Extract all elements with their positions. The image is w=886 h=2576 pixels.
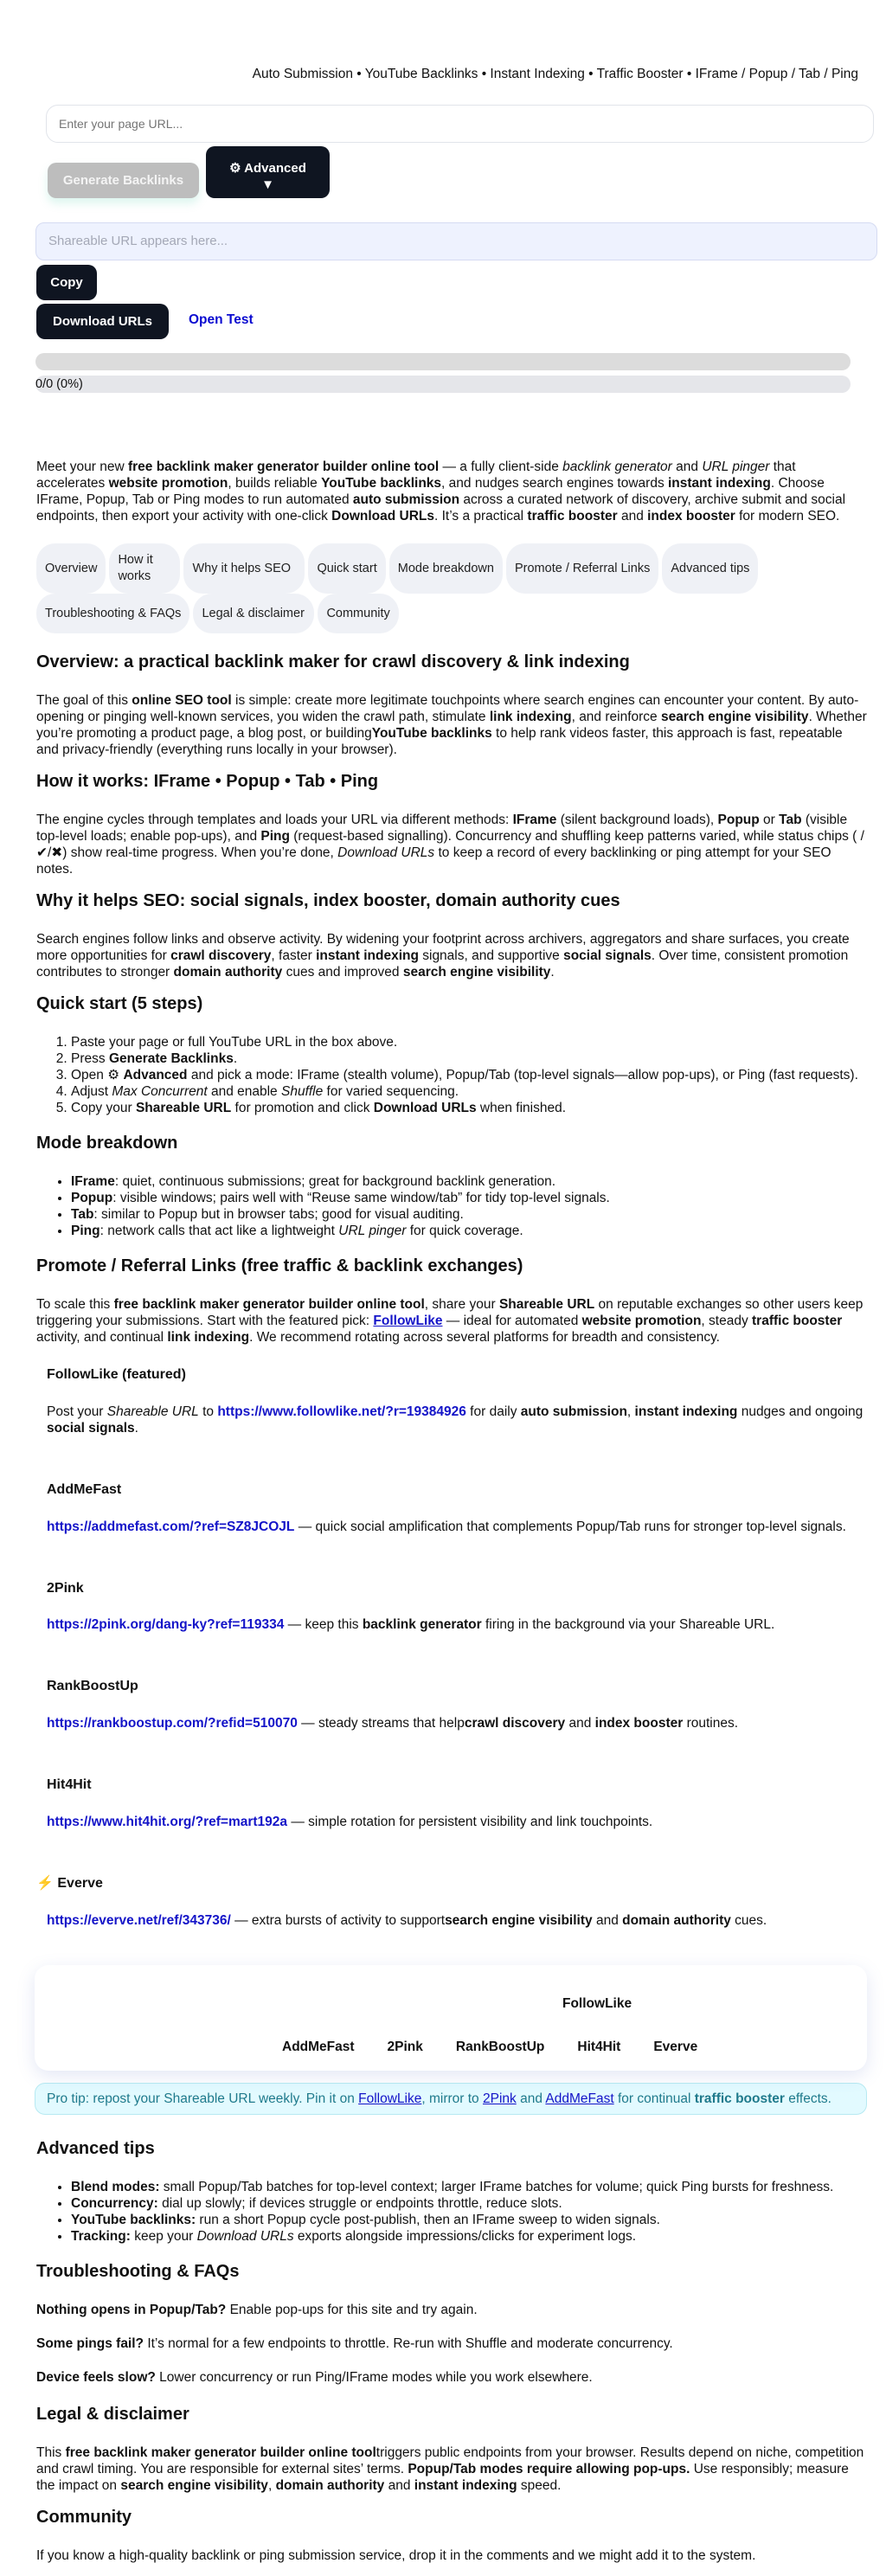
toc-chip-quick-start[interactable]: Quick start [308,543,385,594]
mode-breakdown-heading: Mode breakdown [36,1134,178,1153]
toc-chip-troubleshooting-faqs[interactable]: Troubleshooting & FAQs [36,594,189,633]
faq-item: Some pings fail? It’s normal for a few endpoints to throttle. Re-run with Shuffle and moderate concurrency. [36,2335,673,2351]
referral-link[interactable]: https://rankboostup.com/?refid=510070 [47,1716,298,1731]
bold-text: backlink generator [362,1617,482,1633]
inline-link[interactable]: 2Pink [482,2091,517,2106]
bold-text: social signals [563,948,652,963]
why-heading: Why it helps SEO: social signals, index booster, domain authority cues [36,891,620,910]
promote-paragraph: To scale this free backlink maker generator builder online tool, share your Shareable URL on reputable exchanges so other users keep triggering your submissions. Start with the featured pick: FollowLike — ideal for automated website promotion, steady traffic booster activity, and continual link indexing. We recommend rotating across several platforms for breadth and consistency. [36,1297,864,1345]
bold-text: Popup [71,1191,113,1205]
open-test-link[interactable]: Open Test [189,312,254,327]
referral-card [35,1965,867,2071]
italic-text: Shareable URL [106,1404,199,1419]
referral-description: Post your Shareable URL to https://www.followlike.net/?r=19384926 for daily auto submission, instant indexing nudges and ongoing social signals. [47,1404,864,1436]
bold-text: crawl discovery [464,1716,566,1731]
bold-text: Tab [779,813,802,827]
chevron-down-icon: ▼ [261,177,274,192]
referral-list [36,1366,867,1929]
referral-item [47,1580,867,1634]
referral-item [47,1678,867,1731]
progress-bar [35,353,851,370]
bold-text: Blend modes: [71,2179,160,2194]
bold-text: Nothing opens in Popup/Tab? [36,2302,227,2317]
bold-text: Some pings fail? [36,2335,144,2351]
referral-description: https://www.hit4hit.org/?ref=mart192a — simple rotation for persistent visibility and link touchpoints. [47,1814,653,1829]
article [36,459,867,2576]
legal-heading: Legal & disclaimer [36,2404,189,2424]
list-item: • Tracking: keep your Download URLs exports alongside impressions/clicks for experiment logs. [71,2228,867,2245]
bold-text: index booster [647,509,735,524]
bold-text: IFrame [512,813,557,827]
shareable-url-placeholder: Shareable URL appears here... [48,234,228,249]
toc-chip-why-it-helps-seo[interactable]: Why it helps SEO [183,543,305,594]
bold-text: Tracking: [71,2228,131,2244]
italic-text: Shuffle [280,1084,324,1099]
referral-title: ⚡ Everve [36,1875,103,1891]
referral-item [47,1776,867,1830]
bold-text: online SEO tool [132,693,232,708]
referral-link[interactable]: https://everve.net/ref/343736/ [47,1912,231,1928]
bold-text: link indexing [167,1330,250,1345]
table-of-contents [36,543,798,633]
bold-text: search engine visibility [445,1912,593,1928]
copy-button[interactable]: Copy [36,265,97,300]
bold-text: domain authority [173,965,283,980]
bold-text: IFrame [71,1174,115,1189]
bold-text: instant indexing [414,2477,517,2493]
shareable-url-field[interactable] [35,222,877,260]
bold-text: Advanced [123,1068,188,1082]
italic-text: backlink generator [562,459,672,474]
referral-description: https://rankboostup.com/?refid=510070 — steady streams that helpcrawl discovery and index booster routines. [47,1716,739,1731]
generate-backlinks-button[interactable]: Generate Backlinks [48,163,199,198]
bold-text: Ping [260,829,290,844]
bold-text: Download URLs [373,1101,477,1115]
tagline: Auto Submission • YouTube Backlinks • Instant Indexing • Traffic Booster • IFrame / Popup / Tab / Ping [252,67,858,81]
bold-text: Tab [71,1207,94,1222]
toc-chip-community[interactable]: Community [318,594,398,633]
italic-text: Max Concurrent [112,1084,208,1099]
toc-chip-overview[interactable]: Overview [36,543,106,594]
referral-description: https://2pink.org/dang-ky?ref=119334 — keep this backlink generator firing in the background via your Shareable URL. [47,1617,775,1633]
inline-link[interactable]: AddMeFast [545,2091,614,2106]
mode-list [36,1173,867,1239]
why-paragraph: Search engines follow links and observe activity. By widening your footprint across archivers, aggregators and share surfaces, you create more opportunities for crawl discovery, faster instant indexing signals, and supportive social signals. Over time, consistent promotion contributes to stronger domain authority cues and improved search engine visibility. [36,932,850,980]
bold-text: website promotion [108,476,228,491]
inline-link[interactable]: FollowLike [373,1314,443,1328]
promote-heading: Promote / Referral Links (free traffic & backlink exchanges) [36,1256,523,1275]
toc-chip-mode-breakdown[interactable]: Mode breakdown [389,543,503,594]
toc-chip-legal-disclaimer[interactable]: Legal & disclaimer [193,594,314,633]
referral-item [36,1875,867,1929]
referral-item [47,1366,867,1436]
faq-heading: Troubleshooting & FAQs [36,2261,240,2281]
referral-link[interactable]: https://addmefast.com/?ref=SZ8JCOJL [47,1519,295,1534]
bold-text: instant indexing [668,476,771,491]
italic-text: URL pinger [338,1224,407,1238]
bold-text: social signals [47,1420,135,1436]
italic-text: URL pinger [702,459,770,474]
bold-text: domain authority [275,2477,385,2493]
toc-chip-how-it-works[interactable]: How it works [109,543,180,594]
list-item: • Popup: visible windows; pairs well with “Reuse same window/tab” for tidy top-level signals. [71,1190,867,1206]
how-paragraph: The engine cycles through templates and loads your URL via different methods: IFrame (silent background loads), Popup or Tab (visible top-level loads; enable pop-ups), and Ping (request-based signalling). Concurrency and shuffling keep patterns varied, while status chips ( /✔/✖) show real-time progress. When you’re done, Download URLs to keep a record of every backlinking or ping attempt for your SEO notes. [36,813,864,877]
advanced-tips-list [36,2179,867,2245]
bold-text: Shareable URL [135,1101,232,1115]
list-item: 4. Adjust Max Concurrent and enable Shuffle for varied sequencing. [71,1083,867,1100]
bold-text: website promotion [581,1314,702,1328]
advanced-tips-heading: Advanced tips [36,2138,155,2158]
list-item: 3. Open ⚙ Advanced and pick a mode: IFrame (stealth volume), Popup/Tab (top-level signals—allow pop-ups), or Ping (fast requests). [71,1067,867,1083]
pro-tip: Pro tip: repost your Shareable URL weekly. Pin it on FollowLike, mirror to 2Pink and AddMeFast for continual traffic booster effects. [35,2083,867,2115]
bold-text: Popup [717,813,760,827]
referral-link[interactable]: https://www.hit4hit.org/?ref=mart192a [47,1814,288,1829]
referral-title: Hit4Hit [47,1777,92,1793]
list-item: • YouTube backlinks: run a short Popup cycle post-publish, then an IFrame sweep to widen signals. [71,2212,867,2228]
bold-text: YouTube backlinks [321,476,442,491]
bold-text: auto submission [520,1404,627,1419]
intro-paragraph: Meet your new free backlink maker generator builder online tool — a fully client-side backlink generator and URL pinger that accelerates website promotion, builds reliable YouTube backlinks, and nudges search engines towards instant indexing. Choose IFrame, Popup, Tab or Ping modes to run automated auto submission across a curated network of discovery, archive submit and social endpoints, then export your activity with one-click Download URLs. It’s a practical traffic booster and index booster for modern SEO. [36,459,846,524]
faq-item: Nothing opens in Popup/Tab? Enable pop-ups for this site and try again. [36,2302,478,2317]
bold-text: Ping [71,1224,100,1238]
referral-title: FollowLike (featured) [47,1367,186,1382]
list-item: • Tab: similar to Popup but in browser tabs; good for visual auditing. [71,1206,867,1223]
bold-text: index booster [594,1716,684,1731]
referral-title: 2Pink [47,1580,84,1596]
bold-text: Popup/Tab modes require allowing pop-ups. [408,2461,690,2476]
download-urls-button[interactable]: Download URLs [36,304,169,339]
quick-start-steps [36,1034,867,1116]
referral-item [47,1481,867,1535]
referral-card-link[interactable]: Everve [653,2039,698,2054]
list-item: 1. Paste your page or full YouTube URL in the box above. [71,1034,867,1050]
advanced-label: ⚙ Advanced [229,160,306,176]
page-url-input[interactable] [46,105,874,143]
community-paragraph: If you know a high-quality backlink or ping submission service, drop it in the comments and we might add it to the system. [36,2547,756,2563]
referral-card-link[interactable]: Hit4Hit [577,2039,621,2054]
bold-text: Generate Backlinks [108,1051,234,1066]
bold-text: search engine visibility [402,965,551,980]
bold-text: Concurrency: [71,2195,158,2211]
faq-list [36,2302,867,2386]
referral-card-link[interactable]: 2Pink [387,2039,423,2054]
bold-text: traffic booster [527,509,618,524]
bold-text: Device feels slow? [36,2369,156,2385]
italic-text: Download URLs [337,845,435,860]
list-item: • IFrame: quiet, continuous submissions; great for background backlink generation. [71,1173,867,1190]
referral-description: https://addmefast.com/?ref=SZ8JCOJL — quick social amplification that complements Popup/Tab runs for stronger top-level signals. [47,1519,846,1534]
bold-text: search engine visibility [660,710,809,724]
list-item: • Blend modes: small Popup/Tab batches for top-level context; larger IFrame batches for volume; quick Ping bursts for freshness. [71,2179,867,2195]
advanced-toggle-button[interactable] [206,146,330,198]
bold-text: Shareable URL [498,1297,595,1312]
faq-item: Device feels slow? Lower concurrency or run Ping/IFrame modes while you work elsewhere. [36,2369,593,2385]
referral-card-link[interactable]: AddMeFast [282,2039,355,2054]
referral-link[interactable]: https://www.followlike.net/?r=19384926 [217,1404,466,1419]
referral-link[interactable]: https://2pink.org/dang-ky?ref=119334 [47,1617,285,1633]
bold-text: free backlink maker generator builder online tool [113,1297,425,1312]
overview-heading: Overview: a practical backlink maker for crawl discovery & link indexing [36,652,630,671]
referral-card-row [282,2039,730,2056]
bold-text: free backlink maker generator builder online tool [127,459,440,474]
referral-title: RankBoostUp [47,1679,138,1694]
bold-text: crawl discovery [170,948,272,963]
list-item: 2. Press Generate Backlinks. [71,1050,867,1067]
bold-text: YouTube backlinks [371,726,492,741]
italic-text: Download URLs [196,2228,294,2244]
referral-title: AddMeFast [47,1481,122,1497]
quick-start-heading: Quick start (5 steps) [36,994,203,1013]
bold-text: traffic booster [752,1314,843,1328]
toc-chip-advanced-tips[interactable]: Advanced tips [662,543,758,594]
inline-link[interactable]: FollowLike [358,2091,422,2106]
community-heading: Community [36,2507,132,2527]
how-heading: How it works: IFrame • Popup • Tab • Ping [36,772,379,791]
list-item: • Ping: network calls that act like a lightweight URL pinger for quick coverage. [71,1223,867,1239]
overview-paragraph: The goal of this online SEO tool is simple: create more legitimate touchpoints where search engines can encounter your content. By auto-opening or pinging well-known services, you widen the crawl path, stimulate link indexing, and reinforce search engine visibility. Whether you’re promoting a product page, a blog post, or buildingYouTube backlinks to help rank videos faster, this approach is fast, repeatable and privacy-friendly (everything runs locally in your browser). [36,693,867,757]
bold-text: link indexing [489,710,572,724]
featured-referral-link[interactable]: FollowLike [562,1995,632,2011]
bold-text: auto submission [352,492,460,507]
bold-text: YouTube backlinks: [71,2212,196,2227]
bold-text: free backlink maker generator builder online tool [65,2444,376,2460]
list-item: • Concurrency: dial up slowly; if devices struggle or endpoints throttle, reduce slots. [71,2195,867,2212]
bold-text: domain authority [622,1912,731,1928]
bold-text: Download URLs [331,509,435,524]
bold-text: instant indexing [316,948,419,963]
bold-text: instant indexing [634,1404,738,1419]
referral-description: https://everve.net/ref/343736/ — extra bursts of activity to supportsearch engine visibility and domain authority cues. [47,1912,767,1928]
legal-paragraph: This free backlink maker generator builder online tooltriggers public endpoints from your browser. Results depend on niche, competition and crawl timing. You are responsible for external sites’ terms. Popup/Tab modes require allowing pop-ups. Use responsibly; measure the impact on search engine visibility, domain authority and instant indexing speed. [36,2444,864,2493]
referral-card-link[interactable]: RankBoostUp [455,2039,545,2054]
bold-text: search engine visibility [120,2477,268,2493]
list-item: 5. Copy your Shareable URL for promotion and click Download URLs when finished. [71,1100,867,1116]
bold-text: traffic booster [694,2091,785,2106]
progress-label: 0/0 (0%) [35,376,851,393]
toc-chip-promote-referral-links[interactable]: Promote / Referral Links [506,543,658,594]
